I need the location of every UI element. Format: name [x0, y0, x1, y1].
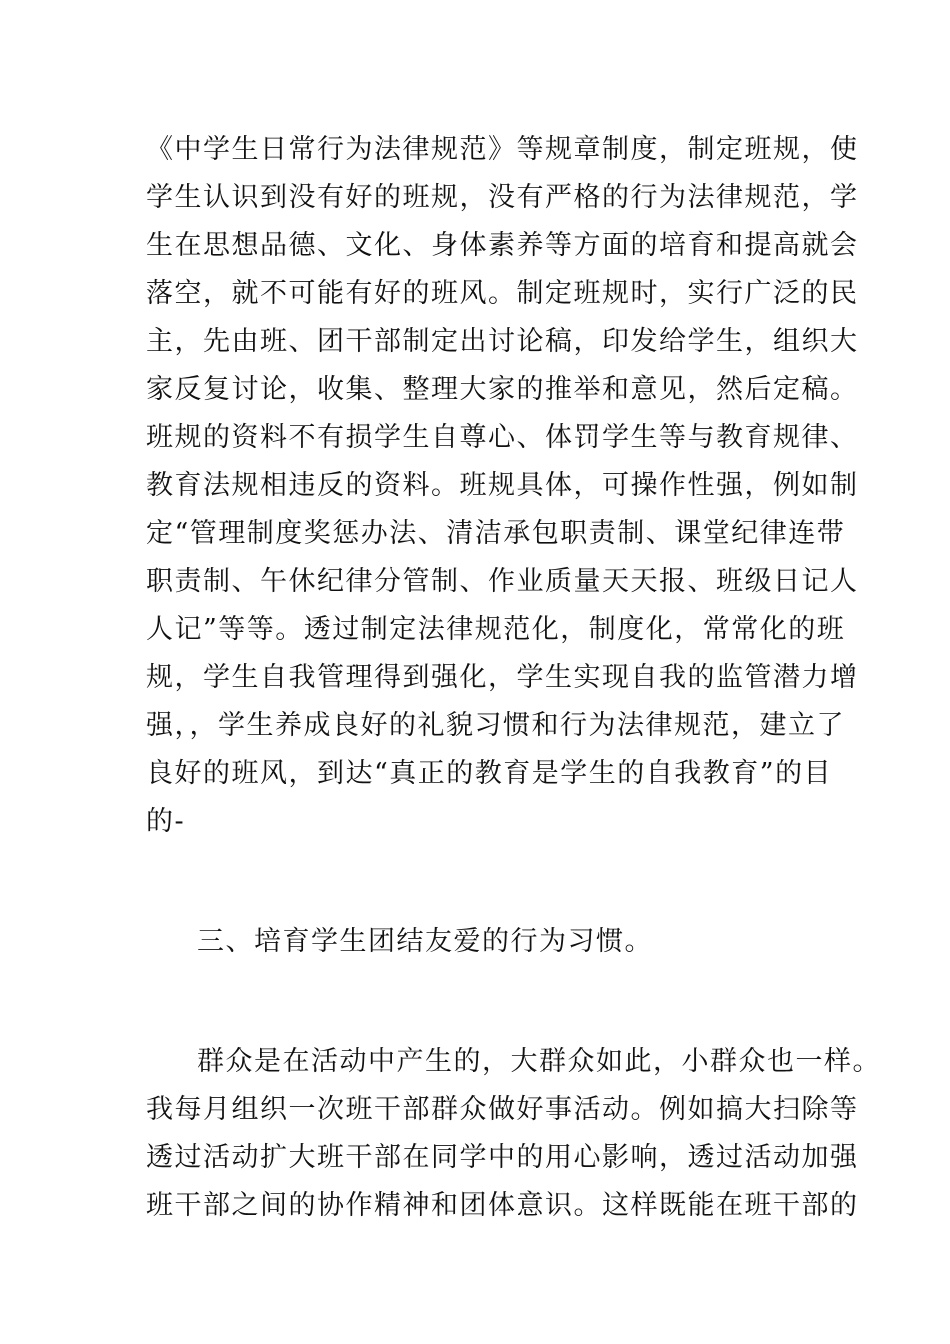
paragraph-1-line: 强，，学生养成良好的礼貌习惯和行为法律规范，建立了	[146, 710, 845, 741]
paragraph-1-line: 人记”等等。透过制定法律规范化，制度化，常常化的班	[146, 614, 846, 645]
paragraph-1-line: 教育法规相违反的资料。班规具体，可操作性强，例如制	[146, 470, 859, 501]
paragraph-1-line: 定“管理制度奖惩办法、清洁承包职责制、课堂纪律连带	[146, 518, 846, 549]
paragraph-1-line: 学生认识到没有好的班规，没有严格的行为法律规范，学	[146, 182, 859, 213]
paragraph-2-line: 班干部之间的协作精神和团体意识。这样既能在班干部的	[146, 1190, 859, 1221]
paragraph-2-line: 透过活动扩大班干部在同学中的用心影响，透过活动加强	[146, 1142, 859, 1173]
paragraph-1-line: 班规的资料不有损学生自尊心、体罚学生等与教育规律、	[146, 422, 859, 453]
section-heading: 三、培育学生团结友爱的行为习惯。	[197, 926, 653, 957]
paragraph-1-line: 规，学生自我管理得到强化，学生实现自我的监管潜力增	[146, 662, 859, 693]
paragraph-1-line: 落空，就不可能有好的班风。制定班规时，实行广泛的民	[146, 278, 859, 309]
paragraph-1-line: 的-	[146, 806, 186, 837]
paragraph-1-line: 生在思想品德、文化、身体素养等方面的培育和提高就会	[146, 230, 859, 261]
paragraph-1-line: 职责制、午休纪律分管制、作业质量天天报、班级日记人	[146, 566, 859, 597]
paragraph-1-line: 良好的班风，到达“真正的教育是学生的自我教育”的目	[146, 758, 833, 789]
paragraph-1-line: 主，先由班、团干部制定出讨论稿，印发给学生，组织大	[146, 326, 859, 357]
paragraph-2-line: 群众是在活动中产生的，大群众如此，小群众也一样。	[197, 1046, 881, 1077]
paragraph-1-line: 《中学生日常行为法律规范》等规章制度，制定班规，使	[146, 134, 859, 165]
paragraph-2-line: 我每月组织一次班干部群众做好事活动。例如搞大扫除等	[146, 1094, 859, 1125]
paragraph-1-line: 家反复讨论，收集、整理大家的推举和意见，然后定稿。	[146, 374, 859, 405]
